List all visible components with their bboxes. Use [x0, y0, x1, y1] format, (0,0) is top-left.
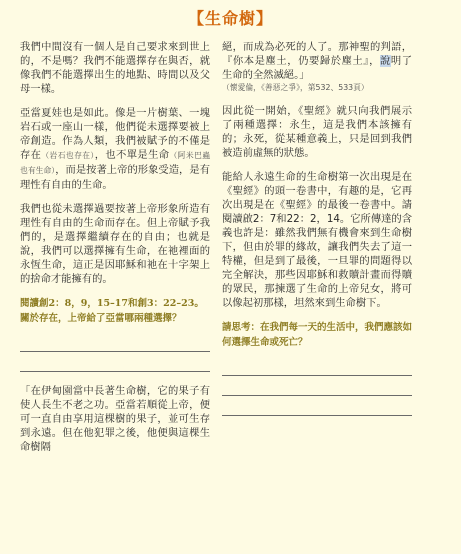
answer-line[interactable] — [20, 332, 210, 352]
citation: （懷愛倫，《善惡之爭》，第532、533頁） — [222, 83, 369, 92]
parenthetical-note: （岩石也存在） — [41, 151, 95, 160]
left-column — [20, 40, 210, 464]
quote-paragraph: 「在伊甸園當中長著生命樹，它的果子有使人長生不老之功。亞當若順從上帝，便可一直自由享用這棵樹的果子，並可生存到永遠。但在他犯罪之後，他便與這棵生命樹隔 — [20, 385, 210, 453]
text-segment: 明了生命的全然滅絕。」 — [222, 55, 412, 81]
answer-line[interactable] — [222, 376, 412, 396]
text-segment: ，也不單是生命 — [94, 149, 170, 161]
text-segment: 絕，而成為必死的人了。那神聖的判語，『你本是塵土，仍要歸於塵土』， — [222, 41, 412, 67]
parenthetical-note: （阿米巴蟲也有生命） — [20, 151, 210, 175]
text-segment: ，而是按著上帝的形象受造，是有理性有自由的生命。 — [20, 164, 210, 191]
text-segment: 亞當夏娃也是如此。像是一片樹葉、一塊岩石或一座山一樣，他們從未選擇要被上帝創造。作為人類，我們被賦予的不僅是存在 — [20, 107, 210, 161]
right-column — [222, 40, 412, 428]
reflection-question: 請思考：在我們每一天的生活中，我們應該如何選擇生命或死亡？ — [222, 322, 413, 348]
answer-line[interactable] — [222, 356, 412, 376]
paragraph-tree-of-life: 能給人永遠生命的生命樹第一次出現是在《聖經》的頭一卷書中，有趣的是，它再次出現是在《聖經》的最後一卷書中。請閱讀啟2：7和22：2，14。它所傳達的含義也許是：雖然我們無有機會來到生命樹下，但由於罪的緣故，讓我們失去了這一特權，但是到了最後，一旦罪的問題得以完全解決，那些因耶穌和救贖計畫而得贖的眾民，那揀選了生命的上帝兒女，將可以像起初那樣，坦然來到生命樹下。 — [222, 171, 413, 309]
study-question: 閱讀創2：8，9，15–17和創3：22–23。關於存在，上帝給了亞當哪兩種選擇？ — [20, 298, 204, 324]
quote-continuation — [222, 40, 412, 82]
paragraph-choice: 我們也從未選擇過要按著上帝形象所造有理性有自由的生命而存在。但上帝賦予我們的，是選擇繼續存在的自由；也就是說，我們可以選擇擁有生命，在祂裡面的永恆生命，這正是因耶穌和祂在十字架上的捨命才能擁有的。 — [20, 203, 210, 285]
answer-line[interactable] — [20, 352, 210, 372]
paragraph-two-choices: 因此從一開始，《聖經》就只向我們展示了兩種選擇：永生，這是我們本該擁有的；永死，從某種意義上，只是回到我們被造前虛無的狀態。 — [222, 105, 412, 159]
answer-lines[interactable] — [20, 332, 210, 372]
page-title: 【生命樹】 — [187, 9, 273, 28]
answer-line[interactable] — [222, 396, 412, 416]
paragraph-intro: 我們中間沒有一個人是自己要求來到世上的，不是嗎？我們不能選擇存在與否，就像我們不能選擇出生的地點、時間以及父母一樣。 — [20, 41, 210, 95]
answer-lines[interactable] — [222, 356, 412, 416]
highlighted-text[interactable]: 說 — [379, 55, 391, 67]
paragraph-adam-eve — [20, 106, 210, 192]
